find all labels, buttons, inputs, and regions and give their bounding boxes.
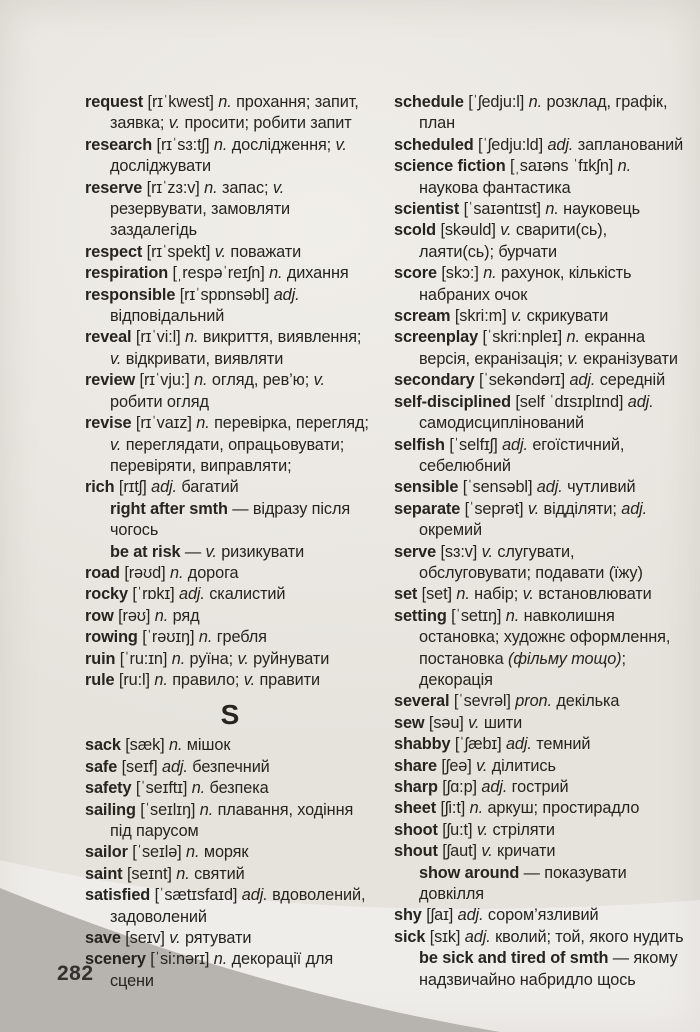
dictionary-entry	[85, 370, 375, 413]
headword: ruin	[85, 649, 116, 668]
headword: selfish	[394, 435, 445, 454]
pos-label: adj.	[621, 499, 648, 518]
entry-text: [sæk]	[120, 736, 169, 755]
entry-text: [rɪˈsɜ:tʃ]	[152, 135, 214, 154]
pos-label: n.	[191, 779, 206, 798]
headword: reveal	[85, 328, 132, 347]
headword: request	[85, 93, 144, 111]
entry-text: [ru:l]	[114, 670, 155, 689]
pos-label: v.	[510, 307, 523, 326]
headword: shabby	[394, 735, 451, 754]
pos-label: n.	[169, 563, 184, 582]
headword: satisfied	[85, 886, 151, 905]
headword: shout	[394, 842, 438, 861]
entry-text: [rɪtʃ]	[114, 478, 152, 497]
pos-label: n.	[505, 606, 520, 625]
entry-text: плавання, ходіння під парусом	[110, 800, 354, 840]
entry-text: середній	[595, 371, 666, 390]
pos-label: adj.	[547, 135, 574, 154]
dictionary-entry	[85, 778, 375, 799]
entry-text: [rɪˈspekt]	[142, 242, 215, 261]
headword: scenery	[85, 950, 146, 969]
headword: shy	[394, 906, 422, 925]
dictionary-entry	[85, 584, 375, 605]
entry-text: [ˈsaɪəntɪst]	[459, 200, 546, 219]
pos-label: adj.	[178, 585, 205, 604]
dictionary-entry	[85, 135, 375, 178]
dictionary-entry	[394, 820, 684, 841]
entry-text: екранізувати	[578, 349, 678, 368]
dictionary-entry	[394, 435, 684, 478]
headword: rocky	[85, 585, 128, 604]
entry-text: [ˌrespəˈreɪʃn]	[168, 264, 270, 283]
entry-text: огляд, рев’ю;	[207, 371, 314, 390]
entry-text: — показувати довкілля	[419, 863, 627, 904]
headword: sailing	[85, 800, 136, 819]
headword: serve	[394, 542, 437, 561]
pos-label: adj.	[627, 392, 654, 411]
entry-text: [ˈskri:npleɪ]	[478, 328, 567, 347]
headword: research	[85, 135, 153, 154]
entry-text: [ˈʃedju:ld]	[473, 135, 548, 154]
entry-text: [ˈsetɪŋ]	[446, 606, 506, 625]
pos-label: v.	[335, 135, 347, 154]
pos-label: adj.	[505, 735, 532, 754]
dictionary-entry	[85, 627, 375, 648]
entry-text: гострий	[507, 778, 569, 796]
entry-text: стріляти	[488, 820, 555, 839]
entry-text: просити; робити запит	[180, 114, 352, 133]
entry-text: дорога	[183, 563, 239, 582]
entry-text: ризикувати	[216, 542, 305, 561]
entry-text: [sɪk]	[425, 927, 465, 946]
entry-text: дослідження;	[227, 135, 336, 154]
pos-label: v.	[313, 371, 325, 390]
pos-label: adj.	[273, 285, 300, 304]
dictionary-entry	[85, 606, 375, 627]
entry-text: ділитись	[487, 756, 556, 775]
dictionary-entry	[85, 670, 375, 691]
pos-label: v.	[481, 542, 493, 561]
pos-label: n.	[154, 670, 168, 689]
entry-text: правити	[255, 670, 320, 689]
entry-text: ; декорація	[419, 649, 626, 689]
entry-text: запас;	[217, 178, 273, 197]
headword: rich	[85, 478, 115, 497]
pos-label: v.	[205, 542, 217, 561]
headword: several	[394, 692, 450, 711]
headword: show around	[419, 863, 520, 882]
headword: save	[85, 929, 121, 948]
entry-text: темний	[531, 735, 591, 754]
entry-text: рахунок, кількість набраних очок	[419, 264, 632, 304]
entry-text: [ʃaut]	[437, 842, 482, 861]
entry-text: [rɪˈvi:l]	[131, 328, 186, 347]
pos-label: n.	[171, 649, 186, 668]
entry-text: сварити(сь), лаяти(сь); бурчати	[419, 221, 608, 261]
pos-label: v.	[169, 929, 181, 948]
pos-label: adj.	[162, 757, 188, 776]
dictionary-entry	[394, 220, 684, 263]
entry-text: [rəʊ]	[113, 606, 155, 625]
pos-label: n.	[204, 178, 218, 197]
entry-text: екранна версія, екранізація;	[419, 328, 645, 368]
entry-text: [rɪˈspɒnsəbl]	[175, 285, 274, 304]
headword: scream	[394, 307, 451, 326]
pos-label: v.	[110, 435, 122, 454]
pos-label: adj.	[481, 778, 508, 796]
dictionary-entry	[394, 734, 684, 755]
pos-label: v.	[243, 670, 256, 689]
entry-text: встановлювати	[533, 585, 652, 604]
pos-label: adj.	[536, 478, 563, 497]
entry-text: шити	[479, 713, 523, 732]
entry-text: [skɔ:]	[436, 264, 484, 283]
entry-text: запланований	[573, 135, 684, 154]
entry-text: [rəʊd]	[119, 563, 170, 582]
dictionary-entry	[394, 370, 684, 391]
headword: share	[394, 756, 437, 775]
headword: row	[85, 606, 114, 625]
entry-text: [ʃu:t]	[437, 820, 477, 839]
dictionary-entry	[85, 649, 375, 670]
entry-text: [ʃaɪ]	[421, 906, 458, 925]
entry-text: прохання; запит, заявка;	[110, 93, 359, 133]
headword: road	[85, 563, 120, 582]
entry-text: викриття, виявлення;	[198, 328, 362, 347]
headword: revise	[85, 414, 132, 433]
entry-text: безпечний	[187, 757, 270, 776]
entry-text: [ˈsi:nərɪ]	[145, 950, 214, 969]
headword: scheduled	[394, 135, 474, 154]
headword: shoot	[394, 820, 438, 839]
entry-text: окремий	[419, 521, 482, 540]
dictionary-entry	[85, 327, 375, 370]
headword: sack	[85, 736, 121, 755]
dictionary-entry	[394, 841, 684, 862]
pos-label: n.	[218, 93, 232, 111]
headword: rowing	[85, 628, 138, 647]
entry-text: перевірка, перегляд;	[209, 414, 369, 433]
headword: scold	[394, 221, 437, 240]
entry-text: науковець	[558, 200, 640, 219]
pos-label: n.	[198, 628, 213, 647]
pos-label: v.	[476, 756, 488, 775]
dictionary-entry	[394, 92, 684, 135]
entry-text: кричати	[492, 842, 556, 861]
entry-text: [ˈʃæbɪ]	[450, 735, 506, 754]
pos-label: n.	[196, 414, 210, 433]
headword: safe	[85, 757, 118, 776]
dictionary-entry	[394, 798, 684, 819]
entry-text: відділяти;	[539, 499, 622, 518]
entry-text: [ʃɑ:p]	[437, 778, 482, 796]
pos-label: n.	[456, 585, 470, 604]
headword: be at risk	[110, 542, 181, 561]
pos-label: v.	[272, 178, 285, 197]
pos-label: adj.	[241, 886, 268, 905]
pos-label: adj.	[569, 371, 596, 390]
entry-text: [skəuld]	[436, 221, 501, 240]
entry-text: сором’язливий	[483, 906, 599, 925]
headword: safety	[85, 779, 132, 798]
dictionary-entry	[394, 927, 684, 948]
entry-text: вдоволений, задоволений	[110, 886, 366, 926]
pos-label: n.	[213, 135, 228, 154]
headword: review	[85, 371, 136, 390]
headword: saint	[85, 864, 123, 883]
dictionary-entry	[394, 263, 684, 306]
pos-label: v.	[500, 221, 512, 240]
entry-text: відповідальний	[110, 307, 225, 326]
headword: rule	[85, 670, 115, 689]
headword: be sick and tired of smth	[419, 949, 609, 968]
entry-text: скрикувати	[522, 307, 609, 326]
entry-text: —	[180, 542, 206, 561]
page-number: 282	[57, 962, 94, 985]
dictionary-entry	[85, 92, 375, 135]
entry-text: святий	[189, 864, 245, 883]
headword: secondary	[394, 371, 475, 390]
dictionary-entry	[394, 691, 684, 712]
entry-text: [self ˈdɪsɪplɪnd]	[510, 392, 628, 411]
entry-text: [səu]	[424, 713, 469, 732]
entry-text: [rɪˈzɜ:v]	[142, 178, 205, 197]
entry-text: переглядати, опрацьовувати; перевіряти, виправляти;	[110, 435, 345, 475]
headword: sharp	[394, 778, 438, 796]
dictionary-entry	[394, 606, 684, 692]
pos-label: v.	[168, 114, 181, 133]
entry-text: відкривати, виявляти	[121, 349, 284, 368]
headword: science fiction	[394, 157, 506, 176]
pos-label: adj.	[457, 906, 484, 925]
dictionary-entry	[85, 413, 375, 477]
headword: respect	[85, 242, 143, 261]
dictionary-entry	[85, 263, 375, 284]
entry-text: [ˈsensəbl]	[458, 478, 537, 497]
entry-text: [rɪˈvaɪz]	[131, 414, 197, 433]
headword: sheet	[394, 799, 437, 818]
entry-text: [ˈrəʊɪŋ]	[137, 628, 199, 647]
entry-text: робити огляд	[110, 392, 209, 411]
pos-label: n.	[186, 843, 200, 862]
dictionary-entry	[85, 242, 375, 263]
dictionary-entry	[394, 306, 684, 327]
pos-label: v.	[237, 649, 249, 668]
pos-label: n.	[176, 864, 190, 883]
dictionary-entry	[394, 777, 684, 798]
entry-text: кволий; той, якого нудить	[490, 927, 684, 946]
entry-text: руйнувати	[248, 649, 330, 668]
pos-label: n.	[617, 157, 632, 176]
pos-label: n.	[528, 93, 543, 111]
dictionary-subentry	[85, 542, 375, 563]
dictionary-entry	[394, 477, 684, 498]
entry-text: [ˈrɒkɪ]	[127, 585, 179, 604]
headword: self-disciplined	[394, 392, 511, 411]
entry-text: дихання	[282, 264, 349, 283]
entry-text: самодисциплінований	[419, 414, 585, 433]
headword: score	[394, 264, 437, 283]
dictionary-entry	[394, 392, 684, 435]
entry-text: егоїстичний, себелюбний	[419, 435, 625, 475]
headword: reserve	[85, 178, 143, 197]
entry-text: [ˈʃedju:l]	[463, 93, 529, 111]
entry-text: декорації для сцени	[110, 950, 334, 990]
headword: sick	[394, 927, 426, 946]
entry-text: слугувати, обслуговувати; подавати (їжу)	[419, 542, 643, 582]
dictionary-subentry	[394, 863, 684, 906]
pos-label: adj.	[151, 478, 177, 497]
entry-text: резервувати, замовляти заздалегідь	[110, 200, 291, 240]
dictionary-entry	[85, 949, 375, 992]
pos-label: n.	[168, 736, 183, 755]
dictionary-subentry	[85, 499, 375, 542]
left-column	[85, 92, 375, 992]
dictionary-entry	[394, 199, 684, 220]
pos-label: n.	[269, 264, 283, 283]
dictionary-entry	[394, 713, 684, 734]
dictionary-entry	[394, 156, 684, 199]
section-heading: S	[220, 699, 240, 731]
entry-text: правило;	[167, 670, 244, 689]
headword: sensible	[394, 478, 459, 497]
right-column	[394, 92, 684, 992]
entry-text: рятувати	[180, 929, 252, 948]
headword: set	[394, 585, 418, 604]
dictionary-entry	[394, 584, 684, 605]
dictionary-entry	[394, 905, 684, 926]
entry-text: безпека	[205, 779, 269, 798]
entry-text: [seɪf]	[117, 757, 162, 776]
entry-text: моряк	[199, 843, 249, 862]
entry-text: [sɜ:v]	[436, 542, 482, 561]
entry-text: аркуш; простирадло	[483, 799, 640, 818]
entry-text: навколишня остановка; художнє оформлення, постановка	[419, 606, 671, 668]
entry-text: багатий	[176, 478, 239, 497]
entry-text: — якому надзвичайно набридло щось	[419, 949, 678, 989]
dictionary-entry	[85, 800, 375, 843]
entry-text: [ˈselfɪʃ]	[444, 435, 503, 454]
pos-label: v.	[110, 349, 122, 368]
pos-label: n.	[154, 606, 169, 625]
entry-text: [ˈsætɪsfaɪd]	[150, 886, 242, 905]
dictionary-entry	[85, 735, 375, 756]
entry-text: досліджувати	[110, 157, 212, 176]
pos-label: v.	[522, 585, 534, 604]
dictionary-subentry	[394, 948, 684, 991]
entry-text: гребля	[212, 628, 267, 647]
pos-label: n.	[185, 328, 199, 347]
dictionary-entry	[394, 135, 684, 156]
pos-label: adj.	[464, 927, 491, 946]
entry-text: [rɪˈkwest]	[143, 93, 219, 111]
pos-label: adj.	[502, 435, 528, 454]
entry-text: [seɪnt]	[122, 864, 177, 883]
entry-text: [ʃeə]	[436, 756, 477, 775]
dictionary-entry	[394, 499, 684, 542]
dictionary-entry	[85, 885, 375, 928]
entry-text: [skri:m]	[450, 307, 511, 326]
entry-text: [ˈseɪlə]	[127, 843, 187, 862]
dictionary-entry	[85, 178, 375, 242]
pos-label: n.	[566, 328, 580, 347]
entry-text: [ˈseɪlɪŋ]	[135, 800, 200, 819]
pos-label: (фільму тощо)	[508, 649, 622, 668]
pos-label: v.	[214, 242, 226, 261]
entry-text: чутливий	[562, 478, 636, 497]
entry-text: набір;	[469, 585, 523, 604]
headword: right after smth	[110, 499, 228, 518]
dictionary-entry	[394, 756, 684, 777]
pos-label: n.	[213, 950, 228, 969]
pos-label: v.	[468, 713, 480, 732]
entry-text: [ʃi:t]	[436, 799, 470, 818]
dictionary-entry	[85, 757, 375, 778]
headword: screenplay	[394, 328, 479, 347]
pos-label: v.	[481, 842, 493, 861]
headword: setting	[394, 606, 447, 625]
entry-text: ряд	[168, 606, 200, 625]
dictionary-entry	[394, 542, 684, 585]
headword: respiration	[85, 264, 169, 283]
entry-text: наукова фантастика	[419, 178, 571, 197]
entry-text: [ˈru:ɪn]	[115, 649, 172, 668]
entry-text: [ˈsevrəl]	[449, 692, 516, 711]
entry-text: поважати	[225, 242, 302, 261]
pos-label: v.	[567, 349, 579, 368]
entry-text: розклад, графік, план	[419, 93, 668, 133]
pos-label: n.	[483, 264, 497, 283]
pos-label: n.	[194, 371, 208, 390]
entry-text: [seɪv]	[120, 929, 170, 948]
headword: separate	[394, 499, 461, 518]
pos-label: v.	[476, 820, 489, 839]
entry-text: руїна;	[185, 649, 238, 668]
headword: sailor	[85, 843, 128, 862]
entry-text: скалистий	[204, 585, 286, 604]
entry-text: — відразу після чогось	[110, 499, 351, 540]
dictionary-entry	[85, 285, 375, 328]
entry-text: [set]	[417, 585, 457, 604]
headword: responsible	[85, 285, 176, 304]
dictionary-entry	[394, 327, 684, 370]
pos-label: v.	[527, 499, 540, 518]
headword: schedule	[394, 93, 464, 111]
entry-text: [ˈsekəndərɪ]	[474, 371, 570, 390]
headword: scientist	[394, 200, 460, 219]
entry-text: [ˈseɪftɪ]	[131, 779, 192, 798]
entry-text: [ˌsaɪəns ˈfɪkʃn]	[505, 157, 618, 176]
entry-text: декілька	[551, 692, 620, 711]
pos-label: n.	[199, 800, 214, 819]
entry-text: [ˈseprət]	[460, 499, 528, 518]
dictionary-columns	[85, 92, 684, 992]
entry-text: мішок	[182, 736, 231, 755]
dictionary-entry	[85, 928, 375, 949]
pos-label: n.	[469, 799, 484, 818]
pos-label: pron.	[515, 692, 552, 711]
dictionary-entry	[85, 477, 375, 498]
pos-label: n.	[545, 200, 559, 219]
dictionary-entry	[85, 842, 375, 863]
dictionary-entry	[85, 563, 375, 584]
dictionary-entry	[85, 864, 375, 885]
headword: sew	[394, 713, 425, 732]
entry-text: [rɪˈvju:]	[135, 371, 195, 390]
